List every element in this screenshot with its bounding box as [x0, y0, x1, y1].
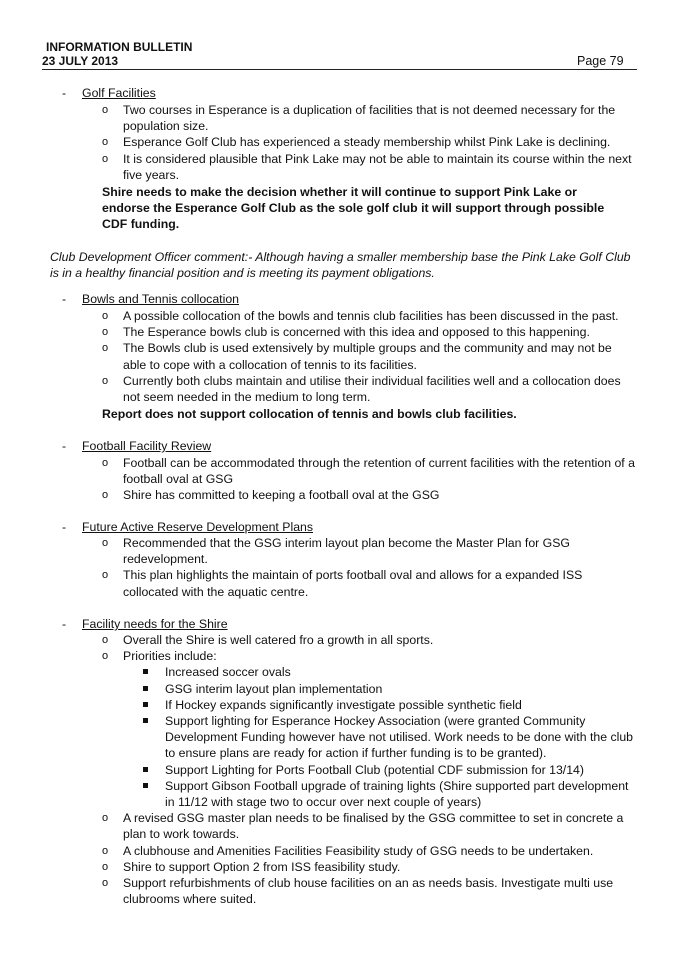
list-item: Support Lighting for Ports Football Club (potential CDF submission for 13/14)	[143, 762, 637, 778]
dash-bullet-icon: -	[62, 439, 67, 453]
list-item: o Shire has committed to keeping a football oval at the GSG	[102, 488, 440, 503]
section-heading: Golf Facilities	[82, 86, 156, 100]
football-list	[102, 455, 637, 504]
bowls-list	[102, 308, 637, 405]
dash-bullet-icon: -	[62, 292, 67, 306]
list-item: Support lighting for Esperance Hockey Association (were granted Community Development Funding however have not utilised. Work needs to be done with the club to ensure plans are ready for action if further funding is to be granted).	[143, 713, 637, 762]
section-heading: Football Facility Review	[82, 439, 212, 453]
list-item: o Esperance Golf Club has experienced a steady membership whilst Pink Lake is declining.	[102, 135, 611, 150]
hollow-bullet-icon: o	[102, 650, 109, 663]
list-item: o Football can be accommodated through the retention of current facilities with the retention of a football oval at GSG	[102, 456, 635, 487]
list-item: GSG interim layout plan implementation	[143, 681, 637, 697]
hollow-bullet-icon: o	[102, 860, 109, 873]
future-reserve-list	[102, 535, 637, 600]
hollow-bullet-icon: o	[102, 537, 109, 549]
list-item: o The Bowls club is used extensively by multiple groups and the community and may not be able to cope with a collocation of tennis to its facilities.	[102, 341, 612, 372]
dash-bullet-icon: -	[62, 617, 67, 631]
golf-conclusion: Shire needs to make the decision whether it will continue to support Pink Lake or endorse the Esperance Golf Club as the sole golf club it will support through possible CDF funding.	[102, 185, 605, 232]
hollow-bullet-icon: o	[102, 152, 109, 165]
hollow-bullet-icon: o	[102, 844, 109, 857]
page-number: Page 79	[577, 54, 624, 68]
priorities-list	[123, 664, 637, 810]
list-item: o Two courses in Esperance is a duplication of facilities that is not deemed necessary for the population size.	[102, 103, 616, 134]
facility-needs-list	[102, 632, 637, 907]
club-development-comment: Club Development Officer comment:- Although having a smaller membership base the Pink Lake Golf Club is in a healthy financial position and is meeting its payment obligations.	[50, 250, 631, 281]
section-heading: Facility needs for the Shire	[82, 617, 228, 631]
list-item: o A clubhouse and Amenities Facilities Feasibility study of GSG needs to be undertaken.	[102, 843, 594, 858]
list-item: o Currently both clubs maintain and utilise their individual facilities well and a collocation does not seem needed in the medium to long term.	[102, 373, 621, 405]
section-heading: Bowls and Tennis collocation	[82, 292, 239, 306]
list-item: o Shire to support Option 2 from ISS feasibility study.	[102, 859, 401, 874]
hollow-bullet-icon: o	[102, 457, 109, 469]
list-item: o Support refurbishments of club house facilities on an as needs basis. Investigate multi use clubrooms where suited.	[102, 876, 614, 907]
square-bullet-icon	[143, 669, 148, 674]
bulletin-title: INFORMATION BULLETIN	[46, 40, 193, 54]
hollow-bullet-icon: o	[102, 569, 109, 582]
square-bullet-icon	[143, 767, 148, 772]
list-item: Support Gibson Football upgrade of training lights (Shire supported part development in 11/12 with stage two to occur over next couple of years)	[143, 778, 637, 810]
hollow-bullet-icon: o	[102, 342, 109, 355]
list-item: Increased soccer ovals	[143, 664, 637, 680]
hollow-bullet-icon: o	[102, 812, 109, 825]
list-item: o The Esperance bowls club is concerned with this idea and opposed to this happening.	[102, 325, 590, 340]
section-heading: Future Active Reserve Development Plans	[82, 520, 314, 534]
list-item: If Hockey expands significantly investigate possible synthetic field	[143, 697, 637, 713]
hollow-bullet-icon: o	[102, 136, 109, 149]
list-item: o It is considered plausible that Pink Lake may not be able to maintain its course within the next five years.	[102, 151, 632, 182]
hollow-bullet-icon: o	[102, 326, 109, 339]
dash-bullet-icon: -	[62, 86, 67, 100]
hollow-bullet-icon: o	[102, 374, 109, 387]
bulletin-date: 23 JULY 2013	[42, 54, 119, 68]
list-item: o A possible collocation of the bowls and tennis club facilities has been discussed in the past.	[102, 309, 619, 323]
list-item: o A revised GSG master plan needs to be finalised by the GSG committee to set in concrete a plan to work towards.	[102, 811, 624, 842]
square-bullet-icon	[143, 783, 148, 788]
hollow-bullet-icon: o	[102, 310, 109, 322]
list-item: o Overall the Shire is well catered fro a growth in all sports.	[102, 633, 434, 647]
hollow-bullet-icon: o	[102, 634, 109, 646]
square-bullet-icon	[143, 702, 148, 707]
square-bullet-icon	[143, 718, 148, 723]
header-divider	[42, 69, 637, 70]
hollow-bullet-icon: o	[102, 489, 109, 502]
square-bullet-icon	[143, 686, 148, 691]
bowls-conclusion: Report does not support collocation of tennis and bowls club facilities.	[102, 407, 517, 421]
hollow-bullet-icon: o	[102, 104, 109, 116]
list-item: o This plan highlights the maintain of ports football oval and allows for a expanded ISS collocated with the aquatic centre.	[102, 568, 583, 599]
list-item: o Priorities include: Increased soccer ovals GSG interim layout plan implementation If Hockey expands significantly investigate possible synthetic field Support lighting for Esperance Hockey Association (were granted Community Development Funding however have not utilised. Work needs to be done with the club to ensure plans are ready for action if further funding is to be granted). Support Lighting for Ports Football Club (potential CDF submission for 13/14) Support Gibson Football upgrade of training lights (Shire supported part development in 11/12 with stage two to occur over next couple of years)	[102, 648, 637, 810]
dash-bullet-icon: -	[62, 520, 67, 534]
hollow-bullet-icon: o	[102, 877, 109, 890]
golf-list	[102, 102, 637, 183]
list-item: o Recommended that the GSG interim layout plan become the Master Plan for GSG redevelopment.	[102, 536, 570, 567]
